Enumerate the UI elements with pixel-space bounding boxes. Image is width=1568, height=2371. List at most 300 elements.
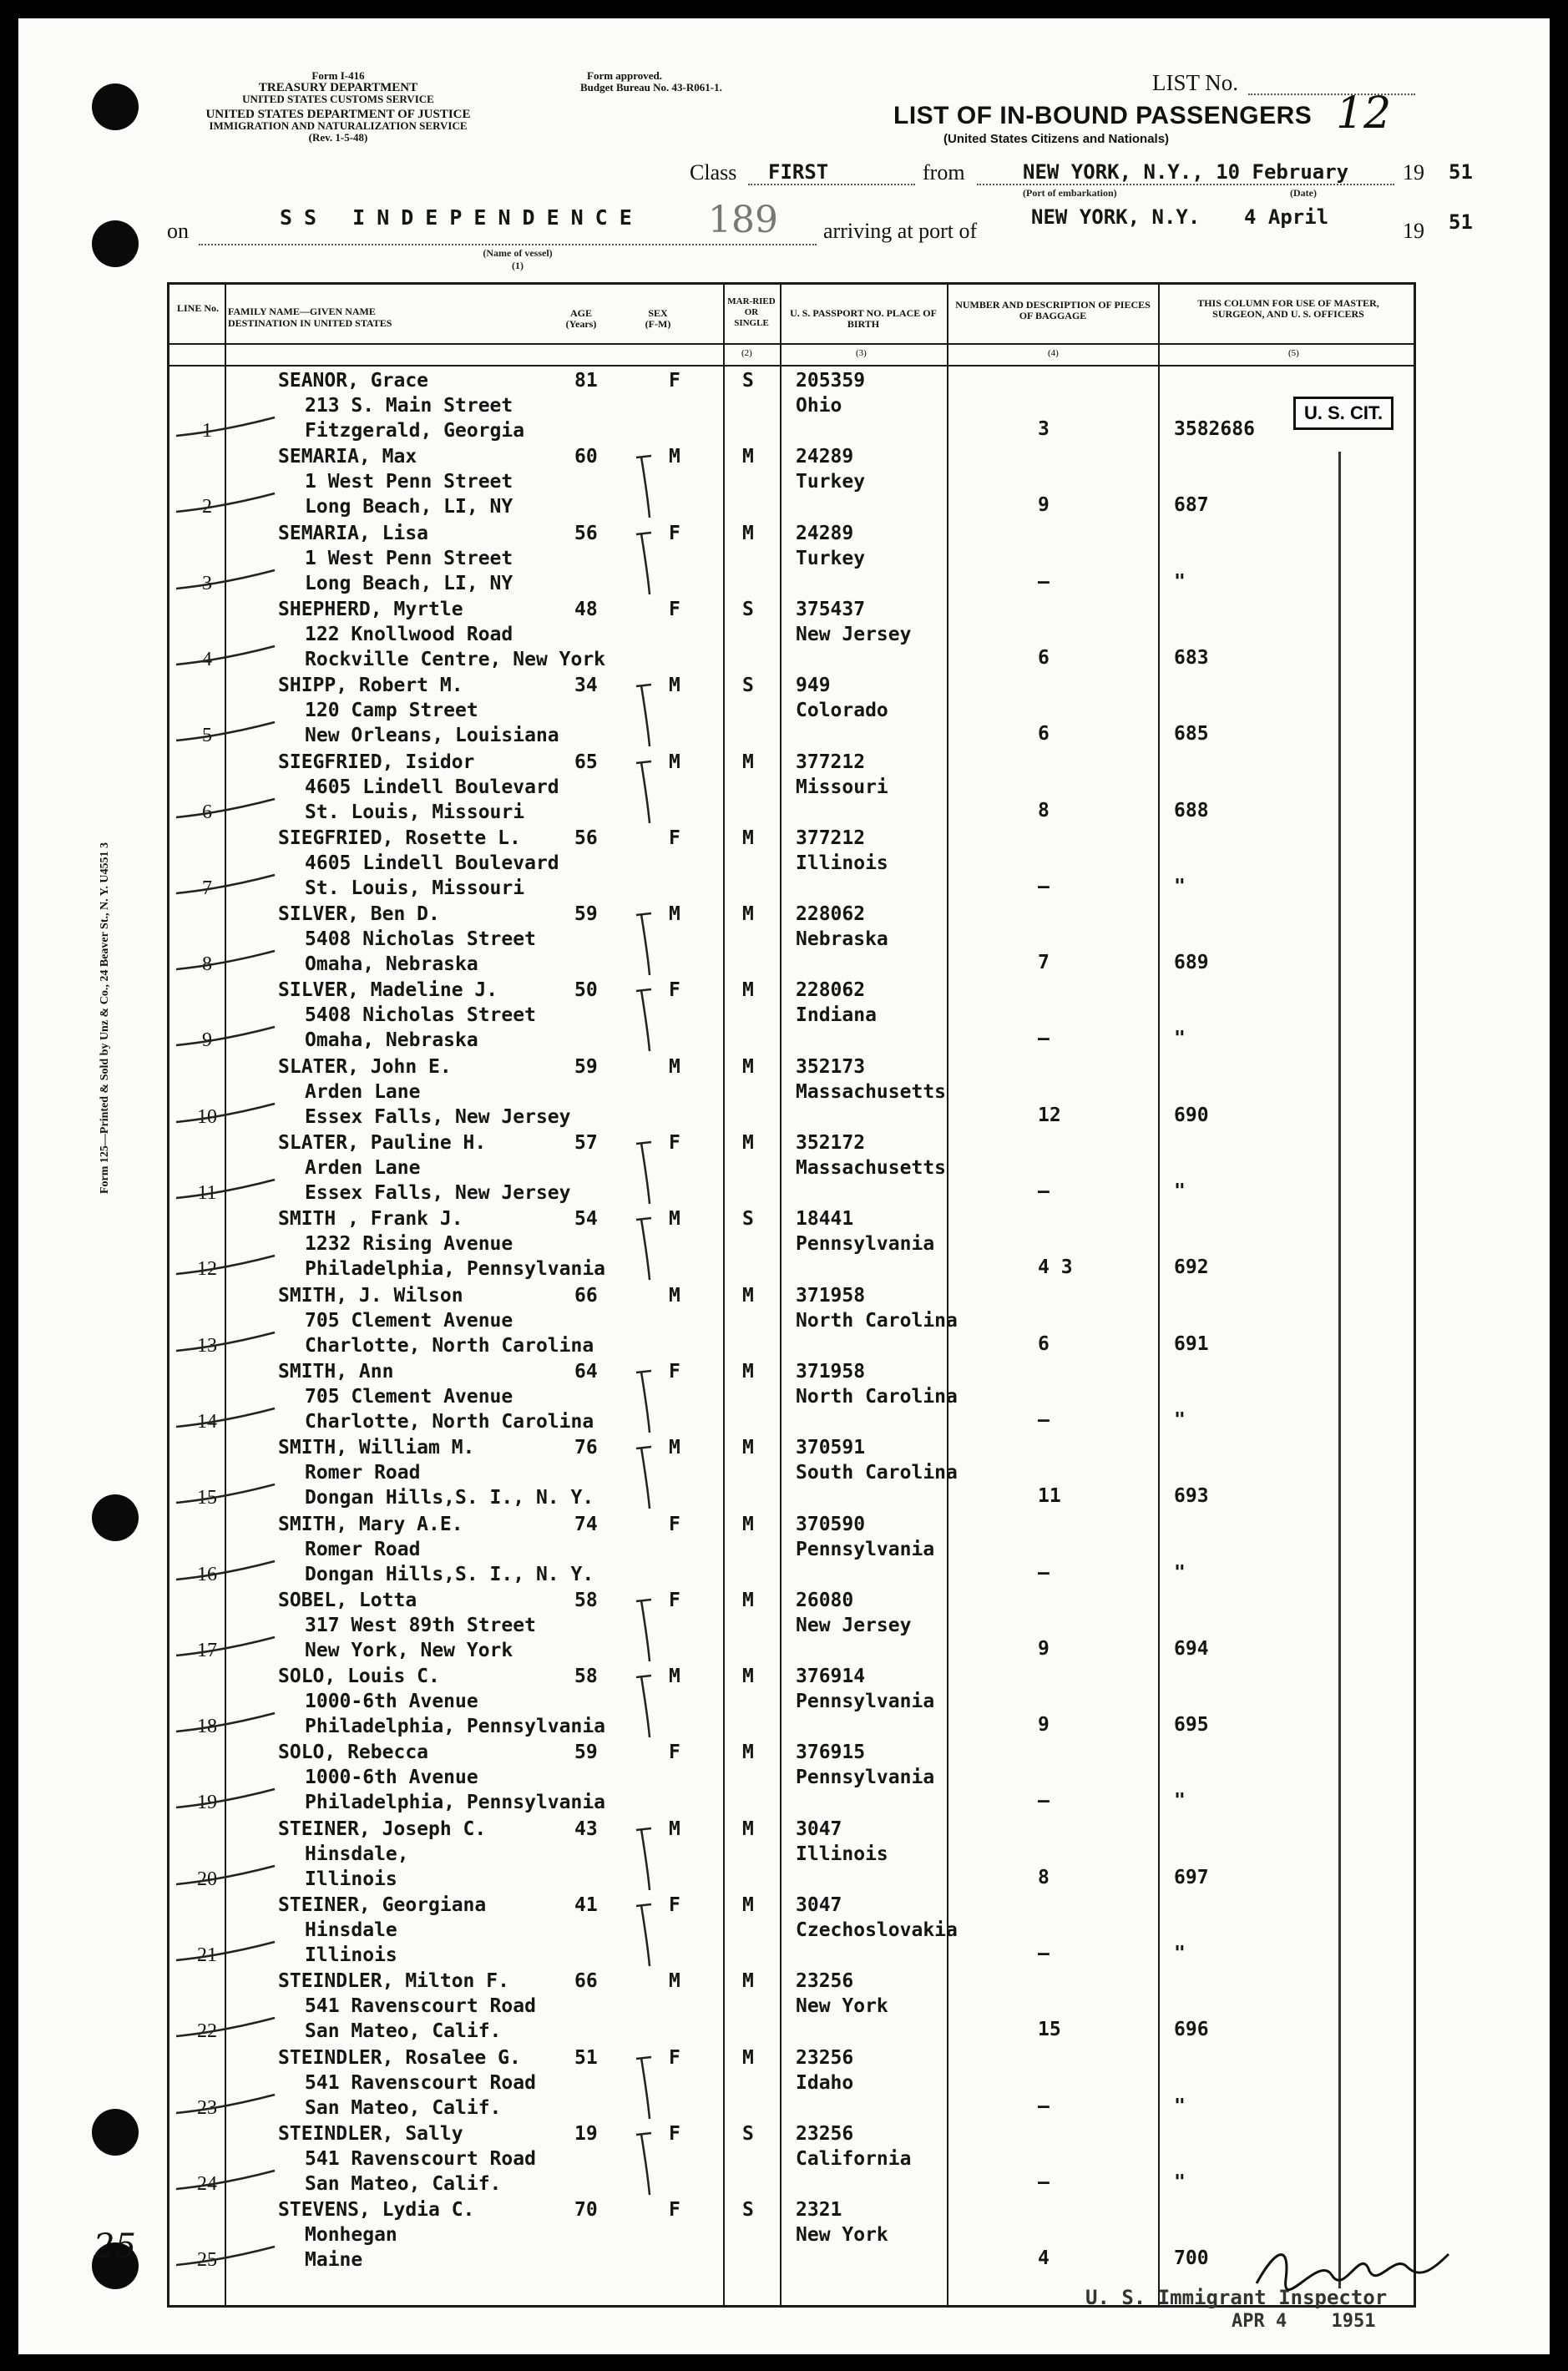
date-caption: (Date) [1290, 187, 1317, 199]
line-number: 4 [202, 648, 212, 670]
sex: F [669, 1742, 680, 1764]
address-line-2: Charlotte, North Carolina [305, 1334, 594, 1357]
line-number: 10 [197, 1105, 217, 1128]
inspector-mark [625, 758, 675, 825]
address-line-2: San Mateo, Calif. [305, 2020, 502, 2043]
address-line-2: St. Louis, Missouri [305, 877, 525, 899]
passenger-row [169, 368, 1414, 444]
officer-note: 688 [1174, 799, 1209, 822]
passenger-row [169, 2121, 1414, 2197]
passenger-name: SMITH, Mary A.E. [278, 1513, 463, 1535]
officer-note: 695 [1174, 1714, 1209, 1737]
marital-status: S [742, 598, 754, 620]
address-line-1: 1 West Penn Street [305, 471, 513, 493]
baggage-count: – [1038, 1180, 1050, 1202]
year-2: 51 [1449, 210, 1473, 234]
passenger-name: SEMARIA, Lisa [278, 522, 429, 544]
line-number: 17 [197, 1639, 217, 1661]
revision: (Rev. 1-5-48) [308, 131, 368, 144]
officer-note: 689 [1174, 952, 1209, 974]
place-of-birth: California [796, 2147, 912, 2170]
passenger-name: SMITH , Frank J. [278, 1208, 463, 1231]
sex: M [669, 1437, 680, 1459]
passenger-name: SIEGFRIED, Isidor [278, 751, 475, 773]
check-mark [176, 1100, 276, 1125]
passenger-row [169, 521, 1414, 597]
col-baggage: NUMBER AND DESCRIPTION OF PIECES OF BAGGAGE [955, 299, 1151, 321]
check-mark [176, 948, 276, 973]
passenger-row [169, 750, 1414, 826]
page-subtitle: (United States Citizens and Nationals) [943, 132, 1170, 146]
sex: F [669, 1132, 680, 1154]
place-of-birth: North Carolina [796, 1309, 958, 1332]
marital-status: M [742, 1055, 754, 1078]
dept2-sub: IMMIGRATION AND NATURALIZATION SERVICE [209, 119, 468, 132]
passenger-row [169, 673, 1414, 749]
line-number: 25 [197, 2249, 217, 2272]
line-number: 18 [197, 1716, 217, 1738]
officer-note: 3582686 [1174, 418, 1255, 440]
passport-number: 2321 [796, 2199, 842, 2222]
place-of-birth: Massachusetts [796, 1080, 947, 1103]
address-line-2: Long Beach, LI, NY [305, 496, 513, 518]
inspector-mark [625, 1443, 675, 1510]
officer-note: 690 [1174, 1104, 1209, 1126]
address-line-2: Omaha, Nebraska [305, 1029, 478, 1052]
passport-number: 26080 [796, 1589, 854, 1611]
baggage-count: – [1038, 1790, 1050, 1812]
check-mark [176, 490, 276, 515]
officer-note: " [1174, 1180, 1186, 1202]
sex: F [669, 979, 680, 1002]
line-number: 13 [197, 1334, 217, 1357]
check-mark [176, 414, 276, 439]
header-rule [169, 365, 1414, 367]
age: 81 [574, 370, 598, 392]
passport-number: 352172 [796, 1132, 866, 1154]
age: 57 [574, 1132, 598, 1154]
age: 48 [574, 598, 598, 620]
baggage-count: – [1038, 1028, 1050, 1050]
place-of-birth: Pennsylvania [796, 1233, 935, 1256]
address-line-1: 5408 Nicholas Street [305, 1004, 536, 1027]
sex: M [669, 446, 680, 468]
approved-text: Form approved. [587, 69, 663, 82]
age: 58 [574, 1666, 598, 1688]
age: 34 [574, 675, 598, 697]
address-line-2: New York, New York [305, 1639, 513, 1661]
dept1-sub: UNITED STATES CUSTOMS SERVICE [242, 93, 434, 105]
check-mark [176, 1786, 276, 1811]
line-number: 8 [202, 953, 212, 976]
place-of-birth: Turkey [796, 471, 866, 493]
marital-status: M [742, 979, 754, 1002]
officer-note: 697 [1174, 1866, 1209, 1888]
passport-number: 376915 [796, 1742, 866, 1764]
baggage-count: – [1038, 875, 1050, 897]
marital-status: S [742, 2122, 754, 2145]
place-of-birth: Pennsylvania [796, 1767, 935, 1789]
form-number-text: Form I-416 [311, 69, 365, 82]
place-of-birth: New Jersey [796, 1614, 912, 1636]
port-caption: (Port of embarkation) [1023, 187, 1117, 199]
passport-number: 352173 [796, 1055, 866, 1078]
check-mark [176, 1252, 276, 1277]
address-line-1: 120 Camp Street [305, 700, 478, 722]
sex: F [669, 598, 680, 620]
address-line-1: Arden Lane [305, 1157, 421, 1179]
marital-status: M [742, 903, 754, 926]
passenger-row [169, 1206, 1414, 1282]
address-line-1: Arden Lane [305, 1080, 421, 1103]
line-number: 19 [197, 1792, 217, 1814]
check-mark [176, 1939, 276, 1964]
address-line-2: New Orleans, Louisiana [305, 725, 559, 747]
date-stamp [1232, 2311, 1375, 2332]
place-of-birth: Illinois [796, 1843, 888, 1865]
passport-number: 23256 [796, 1970, 854, 1993]
inspector-mark [625, 1139, 675, 1206]
us-citizen-stamp: U. S. CIT. [1293, 397, 1393, 430]
class-label: Class [690, 160, 737, 185]
baggage-count: 6 [1038, 723, 1050, 746]
check-mark [176, 1558, 276, 1583]
passenger-name: STEINDLER, Rosalee G. [278, 2046, 521, 2069]
vessel-caption [443, 247, 593, 272]
age: 74 [574, 1513, 598, 1535]
officer-note: " [1174, 1943, 1186, 1964]
line-number: 2 [202, 496, 212, 518]
officer-note: 683 [1174, 646, 1209, 669]
officer-note: 693 [1174, 1485, 1209, 1508]
address-line-1: 122 Knollwood Road [305, 623, 513, 645]
address-line-1: 705 Clement Avenue [305, 1385, 513, 1408]
passenger-name: SEANOR, Grace [278, 370, 429, 392]
dept1: TREASURY DEPARTMENT [258, 81, 418, 94]
age: 59 [574, 1742, 598, 1764]
passport-number: 370590 [796, 1513, 866, 1535]
officer-note: " [1174, 875, 1186, 897]
place-of-birth: Colorado [796, 700, 888, 722]
sex: M [669, 1284, 680, 1307]
page-title: LIST OF IN-BOUND PASSENGERS [893, 102, 1313, 129]
age: 70 [574, 2199, 598, 2222]
sex: M [669, 1970, 680, 1993]
marital-status: M [742, 2046, 754, 2069]
passenger-row [169, 1969, 1414, 2045]
check-mark [176, 872, 276, 897]
address-line-2: Maine [305, 2249, 363, 2272]
colnum-3: (3) [856, 348, 867, 358]
year-1: 51 [1449, 160, 1473, 184]
place-of-birth: Massachusetts [796, 1157, 947, 1179]
passenger-row [169, 1893, 1414, 1969]
address-line-1: 1000-6th Avenue [305, 1691, 478, 1713]
place-of-birth: Pennsylvania [796, 1691, 935, 1713]
marital-status: S [742, 1208, 754, 1231]
age: 58 [574, 1589, 598, 1611]
line-number: 1 [202, 420, 212, 442]
vessel-line [199, 244, 817, 245]
baggage-count: 11 [1038, 1485, 1061, 1508]
passport-number: 375437 [796, 598, 866, 620]
check-mark [176, 643, 276, 668]
passport-number: 370591 [796, 1437, 866, 1459]
passenger-name: STEINDLER, Milton F. [278, 1970, 509, 1993]
officer-note: 700 [1174, 2247, 1209, 2270]
place-of-birth: Czechoslovakia [796, 1919, 958, 1941]
baggage-count: 8 [1038, 799, 1050, 822]
handwritten-sheet-number: 12 [1336, 88, 1392, 139]
passenger-row [169, 597, 1414, 673]
line-number: 23 [197, 2096, 217, 2119]
place-of-birth: Nebraska [796, 928, 888, 951]
baggage-count: 9 [1038, 1714, 1050, 1737]
age: 56 [574, 522, 598, 544]
budget-text: Budget Bureau No. 43-R061-1. [580, 81, 722, 94]
passenger-name: SOBEL, Lotta [278, 1589, 417, 1611]
passenger-name: SMITH, J. Wilson [278, 1284, 463, 1307]
age: 66 [574, 1970, 598, 1993]
sex: F [669, 1513, 680, 1535]
address-line-2: Charlotte, North Carolina [305, 1410, 594, 1433]
dept2: UNITED STATES DEPARTMENT OF JUSTICE [205, 108, 471, 121]
officer-note: 696 [1174, 2019, 1209, 2041]
age: 76 [574, 1437, 598, 1459]
passenger-name: STEVENS, Lydia C. [278, 2199, 475, 2222]
passport-number: 377212 [796, 751, 866, 773]
line-number: 15 [197, 1487, 217, 1509]
address-line-1: 213 S. Main Street [305, 395, 513, 417]
col-passport: U. S. PASSPORT NO. PLACE OF BIRTH [790, 307, 937, 330]
address-line-2: Fitzgerald, Georgia [305, 420, 525, 442]
passenger-name: STEINER, Joseph C. [278, 1817, 487, 1840]
punch-hole [92, 1494, 139, 1541]
inspector-mark [625, 1367, 675, 1434]
check-mark [176, 1329, 276, 1354]
inspector-mark [625, 2130, 675, 2197]
sex: F [669, 827, 680, 849]
passenger-name: SILVER, Madeline J. [278, 979, 498, 1002]
vessel-name: SS INDEPENDENCE [280, 205, 644, 230]
check-mark [176, 2167, 276, 2192]
baggage-count: – [1038, 2095, 1050, 2117]
inspector-mark [625, 452, 675, 519]
class-line [748, 184, 915, 185]
place-of-birth: Indiana [796, 1004, 877, 1027]
passenger-name: SIEGFRIED, Rosette L. [278, 827, 521, 849]
col-line-no: LINE No. [176, 302, 219, 314]
place-of-birth: New York [796, 2224, 888, 2247]
inspector-mark [625, 910, 675, 977]
sex: F [669, 1589, 680, 1611]
passenger-row [169, 1054, 1414, 1130]
passport-number: 23256 [796, 2122, 854, 2145]
age: 59 [574, 903, 598, 926]
passenger-name: SHEPHERD, Myrtle [278, 598, 463, 620]
passenger-row [169, 2045, 1414, 2121]
inspector-signature [1252, 2237, 1453, 2305]
passenger-row [169, 1359, 1414, 1435]
inspector-mark [625, 1672, 675, 1739]
officer-note: 687 [1174, 494, 1209, 517]
colnum-2: (2) [741, 348, 752, 358]
inspector-mark [625, 681, 675, 748]
baggage-count: – [1038, 1943, 1050, 1964]
sex: F [669, 522, 680, 544]
date-stamp-year: 1951 [1331, 2311, 1376, 2332]
header-rule [169, 343, 1414, 345]
marital-status: M [742, 1360, 754, 1383]
punch-hole [92, 2109, 139, 2156]
passport-number: 371958 [796, 1360, 866, 1383]
baggage-count: – [1038, 1408, 1050, 1431]
check-mark [176, 1481, 276, 1506]
from-label: from [923, 160, 965, 185]
line-number: 20 [197, 1868, 217, 1890]
sex: F [669, 2122, 680, 2145]
address-line-2: San Mateo, Calif. [305, 2096, 502, 2119]
officer-note: " [1174, 2095, 1186, 2117]
line-number: 24 [197, 2172, 217, 2195]
passenger-name: SHIPP, Robert M. [278, 675, 463, 697]
address-line-1: 541 Ravenscourt Road [305, 1995, 536, 2018]
approval-note [580, 70, 831, 94]
baggage-count: 6 [1038, 1332, 1050, 1355]
line-number: 22 [197, 2020, 217, 2043]
address-line-1: Hinsdale [305, 1919, 397, 1941]
from-line [977, 184, 1394, 185]
sex: F [669, 370, 680, 392]
age: 51 [574, 2046, 598, 2069]
col-destination: DESTINATION IN UNITED STATES [228, 317, 392, 329]
baggage-count: – [1038, 1561, 1050, 1584]
baggage-count: – [1038, 2171, 1050, 2193]
list-no-label: LIST No. [1152, 70, 1239, 95]
age: 60 [574, 446, 598, 468]
address-line-2: Illinois [305, 1868, 397, 1890]
col-married: MAR-RIED OR SINGLE [727, 296, 776, 328]
marital-status: M [742, 1666, 754, 1688]
place-of-birth: Ohio [796, 395, 842, 417]
officer-note: " [1174, 1408, 1186, 1431]
passenger-row [169, 826, 1414, 902]
passenger-name: SOLO, Rebecca [278, 1742, 429, 1764]
line-number: 6 [202, 801, 212, 823]
address-line-2: Dongan Hills,S. I., N. Y. [305, 1487, 594, 1509]
col-sex: SEX (F-M) [645, 307, 671, 330]
baggage-count: 4 [1038, 2247, 1050, 2270]
place-of-birth: Missouri [796, 776, 888, 798]
check-mark [176, 796, 276, 821]
marital-status: M [742, 1817, 754, 1840]
address-line-1: 4605 Lindell Boulevard [305, 852, 559, 874]
passenger-row [169, 1435, 1414, 1511]
address-line-1: Monhegan [305, 2224, 397, 2247]
sex: M [669, 1666, 680, 1688]
inspector-mark [625, 529, 675, 596]
passenger-row [169, 1817, 1414, 1893]
check-mark [176, 1024, 276, 1049]
passenger-name: SEMARIA, Max [278, 446, 417, 468]
line-number: 9 [202, 1029, 212, 1052]
marital-status: S [742, 675, 754, 697]
marital-status: M [742, 1894, 754, 1916]
address-line-2: Omaha, Nebraska [305, 953, 478, 976]
inspector-mark [625, 2054, 675, 2121]
line-number: 11 [197, 1182, 217, 1204]
address-line-1: 705 Clement Avenue [305, 1309, 513, 1332]
age: 65 [574, 751, 598, 773]
age: 19 [574, 2122, 598, 2145]
colnum-5: (5) [1288, 348, 1299, 358]
address-line-1: Romer Road [305, 1462, 421, 1484]
marital-status: M [742, 522, 754, 544]
colnum-4: (4) [1048, 348, 1059, 358]
baggage-count: 8 [1038, 1866, 1050, 1888]
age: 64 [574, 1360, 598, 1383]
marital-status: M [742, 1589, 754, 1611]
col-officers: THIS COLUMN FOR USE OF MASTER, SURGEON, AND U. S. OFFICERS [1197, 297, 1379, 320]
col-age: AGE (Years) [565, 307, 597, 330]
address-line-2: Essex Falls, New Jersey [305, 1105, 571, 1128]
passenger-row [169, 1664, 1414, 1740]
baggage-count: 12 [1038, 1104, 1061, 1126]
address-line-1: 1000-6th Avenue [305, 1767, 478, 1789]
baggage-count: – [1038, 570, 1050, 593]
passenger-row [169, 902, 1414, 978]
place-of-birth: Illinois [796, 852, 888, 874]
line-number: 7 [202, 877, 212, 899]
sex: M [669, 751, 680, 773]
line-number: 5 [202, 725, 212, 747]
marital-status: M [742, 1284, 754, 1307]
check-mark [176, 2015, 276, 2040]
officer-note: " [1174, 2171, 1186, 2193]
officer-note: " [1174, 1790, 1186, 1812]
margin-note: 25 [94, 2227, 136, 2266]
passport-number: 228062 [796, 903, 866, 926]
age: 41 [574, 1894, 598, 1916]
sex: F [669, 2199, 680, 2222]
passenger-row [169, 2197, 1414, 2273]
address-line-1: 4605 Lindell Boulevard [305, 776, 559, 798]
address-line-1: Romer Road [305, 1538, 421, 1560]
check-mark [176, 2091, 276, 2116]
address-line-1: 1232 Rising Avenue [305, 1233, 513, 1256]
line-number: 12 [197, 1258, 217, 1281]
sex: M [669, 675, 680, 697]
passport-number: 18441 [796, 1208, 854, 1231]
passport-number: 23256 [796, 2046, 854, 2069]
line-number: 16 [197, 1563, 217, 1585]
passenger-row [169, 444, 1414, 520]
baggage-count: 9 [1038, 1637, 1050, 1660]
inspector-mark [625, 1825, 675, 1892]
passenger-row [169, 1512, 1414, 1588]
marital-status: M [742, 1513, 754, 1535]
sex: M [669, 903, 680, 926]
year-prefix-1: 19 [1403, 160, 1424, 185]
marital-status: M [742, 827, 754, 849]
inspector-mark [625, 1215, 675, 1282]
check-mark [176, 1863, 276, 1888]
baggage-count: 3 [1038, 418, 1050, 440]
voyage-number: 189 [708, 199, 778, 241]
vessel-caption-num: (1) [512, 260, 524, 271]
place-of-birth: North Carolina [796, 1385, 958, 1408]
check-mark [176, 1176, 276, 1201]
